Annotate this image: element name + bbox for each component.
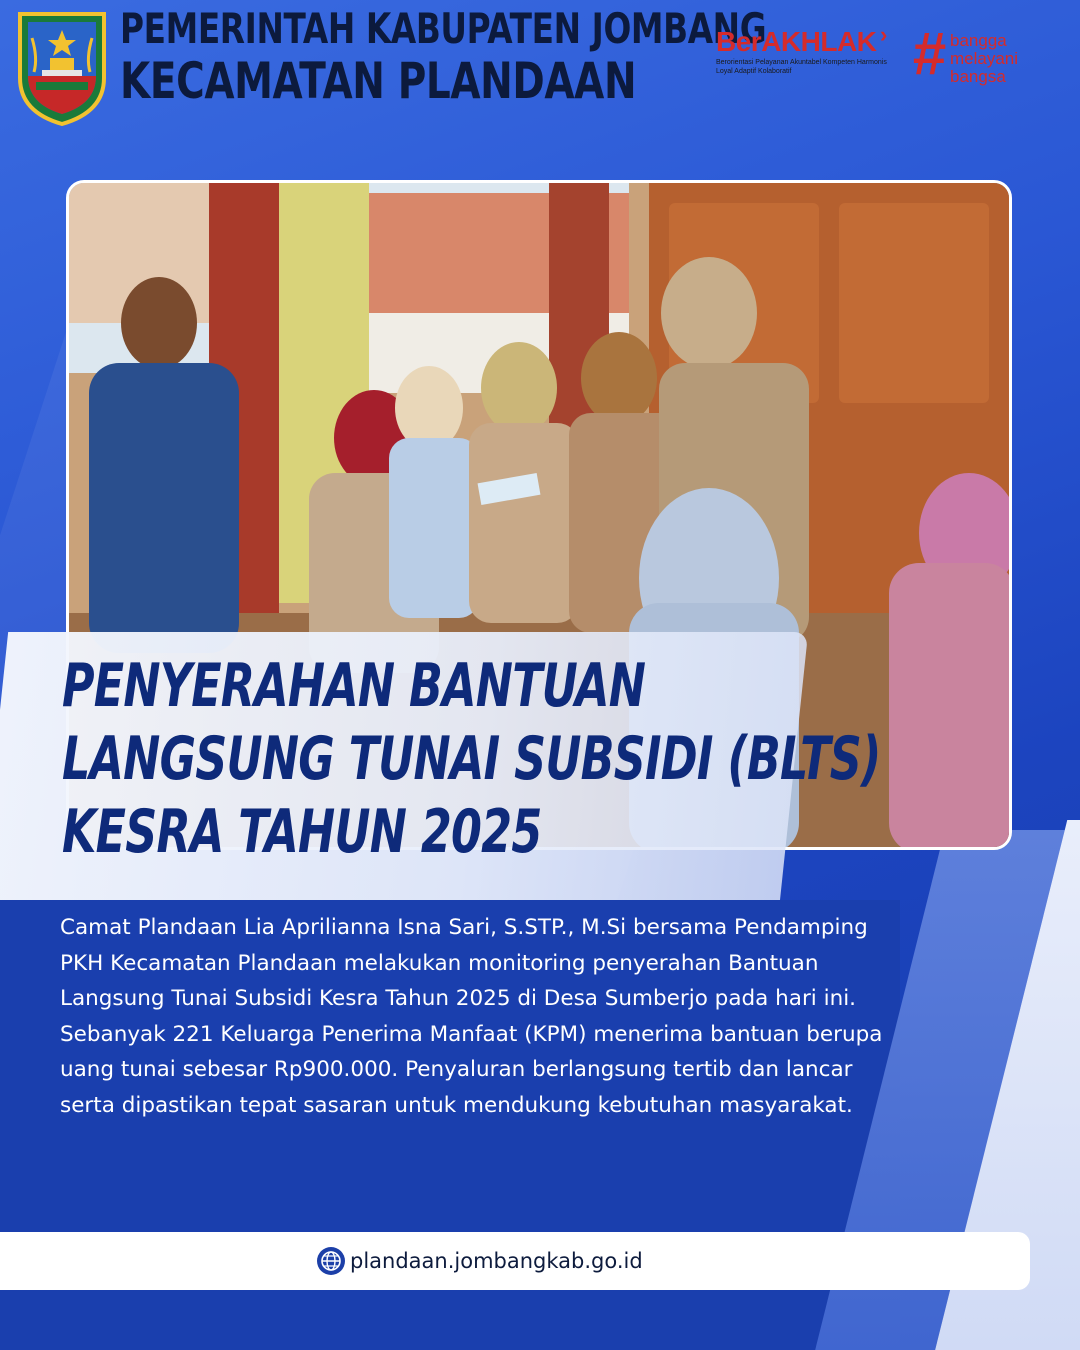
- website-link[interactable]: plandaan.jombangkab.go.id: [350, 1249, 643, 1273]
- headline-line1: PENYERAHAN BANTUAN: [62, 651, 646, 721]
- bangga-line1: bangga: [950, 31, 1007, 50]
- headline: [62, 650, 881, 869]
- district-title: KECAMATAN PLANDAAN: [120, 52, 637, 110]
- headline-line2: LANGSUNG TUNAI SUBSIDI (BLTS): [62, 724, 881, 794]
- headline-line3: KESRA TAHUN 2025: [62, 797, 542, 867]
- globe-icon: [316, 1246, 346, 1276]
- footer-bar: [0, 1232, 1030, 1290]
- berakhlak-logo: [716, 22, 896, 96]
- paragraph-2: Sebanyak 221 Keluarga Penerima Manfaat (KPM) menerima bantuan berupa uang tunai sebesar Rp900.000. Penyaluran berlangsung tertib dan lancar serta dipastikan tepat sasaran untuk mendukung kebutuhan masyarakat.: [60, 1021, 883, 1118]
- government-title: PEMERINTAH KABUPATEN JOMBANG: [120, 4, 767, 53]
- article-body: [60, 910, 890, 1123]
- berakhlak-tagline: Berorientasi Pelayanan Akuntabel Kompeten Harmonis Loyal Adaptif Kolaboratif: [716, 59, 887, 75]
- bangga-melayani-bangsa-logo: [912, 20, 1052, 92]
- berakhlak-word: BerAKHLAK: [716, 26, 877, 57]
- bangga-line2: melayani: [950, 49, 1019, 68]
- paragraph-1: Camat Plandaan Lia Aprilianna Isna Sari, S.STP., M.Si bersama Pendamping PKH Kecamatan Plandaan melakukan monitoring penyerahan Bantuan Langsung Tunai Subsidi Kesra Tahun 2025 di Desa Sumberjo pada hari ini.: [60, 915, 868, 1011]
- chevron-icon: ›: [880, 22, 888, 47]
- hashtag-icon: #: [912, 20, 946, 87]
- jombang-crest-logo: [12, 8, 112, 126]
- bangga-line3: bangsa: [950, 67, 1006, 86]
